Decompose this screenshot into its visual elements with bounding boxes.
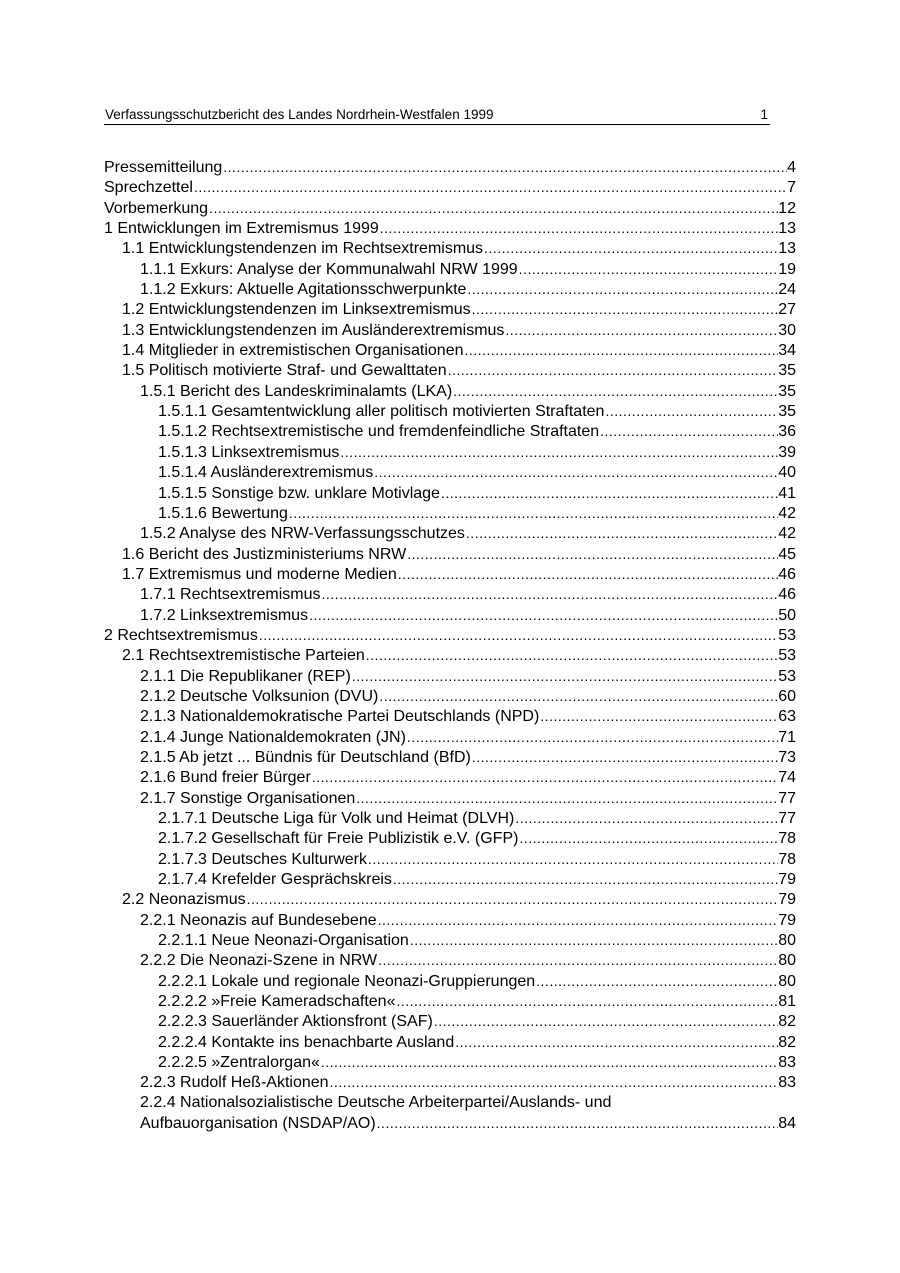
toc-entry[interactable] <box>104 645 796 665</box>
toc-entry-label: 2.1.7.3 Deutsches Kulturwerk <box>158 850 367 868</box>
toc-entry-label: 2.1.5 Ab jetzt ... Bündnis für Deutschland (BfD) <box>140 748 471 766</box>
dot-leader <box>378 686 778 706</box>
toc-entry-label: 1.1.1 Exkurs: Analyse der Kommunalwahl NRW 1999 <box>140 260 518 278</box>
dot-leader <box>329 1072 779 1092</box>
toc-entry-label: 1.6 Bericht des Justizministeriums NRW <box>122 545 407 563</box>
toc-entry[interactable] <box>104 381 796 401</box>
dot-leader <box>465 523 778 543</box>
toc-entry-page: 42 <box>778 504 796 522</box>
toc-entry-label: 2.2.2.2 »Freie Kameradschaften« <box>158 993 396 1011</box>
toc-entry[interactable] <box>104 279 796 299</box>
toc-entry[interactable] <box>104 483 796 503</box>
dot-leader <box>321 584 779 604</box>
dot-leader <box>373 462 778 482</box>
toc-entry-label: 2.1.2 Deutsche Volksunion (DVU) <box>140 687 379 705</box>
toc-entry-page: 50 <box>778 606 796 624</box>
dot-leader <box>535 971 778 991</box>
toc-entry-page: 35 <box>778 382 796 400</box>
toc-entry[interactable] <box>104 727 796 747</box>
toc-entry-page: 41 <box>778 484 796 502</box>
toc-entry-label: 2.1.3 Nationaldemokratische Partei Deutschlands (NPD) <box>140 708 540 726</box>
toc-entry[interactable] <box>104 889 796 909</box>
toc-entry-page: 79 <box>778 891 796 909</box>
toc-entry-label: 2.2.2.4 Kontakte ins benachbarte Ausland <box>158 1033 455 1051</box>
toc-entry-page: 27 <box>778 301 796 319</box>
toc-entry[interactable] <box>104 788 796 808</box>
toc-entry[interactable] <box>104 808 796 828</box>
dot-leader <box>447 360 779 380</box>
toc-entry-label: 1.5.1 Bericht des Landeskriminalamts (LKA) <box>140 382 453 400</box>
toc-entry-page: 79 <box>778 871 796 889</box>
toc-entry-page: 78 <box>778 830 796 848</box>
toc-entry-label: 2.1.6 Bund freier Bürger <box>140 769 311 787</box>
toc-entry-page: 73 <box>778 748 796 766</box>
dot-leader <box>258 625 778 645</box>
toc-entry-page: 82 <box>778 1033 796 1051</box>
toc-entry[interactable] <box>104 564 796 584</box>
toc-entry-page: 12 <box>778 199 796 217</box>
toc-entry-page: 42 <box>778 525 796 543</box>
dot-leader <box>308 605 778 625</box>
toc-entry-label: 2.1.7.1 Deutsche Liga für Volk und Heimat (DLVH) <box>158 810 515 827</box>
toc-entry-label: 2.2.2 Die Neonazi-Szene in NRW <box>140 952 378 970</box>
toc-entry-page: 74 <box>778 769 796 787</box>
toc-entry-page: 30 <box>778 321 796 339</box>
toc-entry-page: 53 <box>778 647 796 665</box>
toc-entry-page: 40 <box>778 464 796 482</box>
dot-leader <box>452 381 778 401</box>
dot-leader <box>514 808 778 828</box>
toc-entry-label: 1.1 Entwicklungstendenzen im Rechtsextremismus <box>122 240 484 258</box>
dot-leader <box>483 238 778 258</box>
dot-leader <box>464 340 779 360</box>
toc-entry[interactable] <box>104 686 796 706</box>
toc-entry-page: 45 <box>778 545 796 563</box>
toc-entry[interactable] <box>104 421 796 441</box>
dot-leader <box>471 299 779 319</box>
toc-entry[interactable] <box>104 198 796 218</box>
toc-entry-label: 2.2.4 Nationalsozialistische Deutsche Arbeiterpartei/Auslands- und <box>140 1093 612 1111</box>
toc-entry[interactable] <box>104 340 796 360</box>
dot-leader <box>440 483 778 503</box>
toc-entry-label: Vorbemerkung <box>104 199 209 217</box>
dot-leader <box>454 1032 778 1052</box>
toc-entry-label: 1.5.2 Analyse des NRW-Verfassungsschutzes <box>140 525 465 543</box>
toc-entry[interactable] <box>104 544 796 564</box>
toc-entry-page: 80 <box>778 952 796 970</box>
toc-entry-label: 1.2 Entwicklungstendenzen im Linksextremismus <box>122 301 471 319</box>
toc-entry-label-continued: Aufbauorganisation (NSDAP/AO) <box>140 1115 376 1133</box>
toc-entry-page: 80 <box>778 972 796 990</box>
dot-leader <box>604 401 778 421</box>
toc-entry[interactable] <box>104 747 796 767</box>
toc-entry-label: 2.1.7 Sonstige Organisationen <box>140 789 356 807</box>
dot-leader <box>376 1113 779 1133</box>
toc-entry[interactable] <box>104 991 796 1011</box>
toc-entry[interactable] <box>104 320 796 340</box>
toc-entry[interactable] <box>104 401 796 421</box>
dot-leader <box>409 930 778 950</box>
dot-leader <box>599 421 778 441</box>
toc-entry-continuation <box>140 1113 796 1133</box>
toc-entry-label: 2.1.1 Die Republikaner (REP) <box>140 667 351 685</box>
dot-leader <box>246 889 779 909</box>
dot-leader <box>320 1052 778 1072</box>
toc-entry[interactable] <box>104 584 796 604</box>
toc-entry[interactable] <box>104 503 796 523</box>
toc-entry-page: 84 <box>778 1115 796 1133</box>
toc-entry-page: 80 <box>778 932 796 950</box>
toc-entry[interactable] <box>104 238 796 258</box>
toc-entry-page: 35 <box>778 403 796 421</box>
toc-entry-label: 1.5.1.3 Linksextremismus <box>158 443 340 461</box>
dot-leader <box>339 442 778 462</box>
toc-entry-label: 1.5.1.5 Sonstige bzw. unklare Motivlage <box>158 484 440 502</box>
toc-entry[interactable] <box>104 1052 796 1072</box>
toc-entry[interactable] <box>104 1072 796 1092</box>
dot-leader <box>355 788 778 808</box>
toc-entry-page: 36 <box>778 423 796 441</box>
toc-entry-label: 2 Rechtsextremismus <box>104 626 258 644</box>
dot-leader <box>379 218 778 238</box>
toc-entry[interactable] <box>104 828 796 848</box>
toc-entry[interactable] <box>104 177 796 197</box>
toc-entry-label: 2.1 Rechtsextremistische Parteien <box>122 647 365 665</box>
dot-leader <box>208 198 778 218</box>
toc-entry-label: 1.7.2 Linksextremismus <box>140 606 309 624</box>
running-header <box>104 106 770 125</box>
toc-entry-label: 2.1.7.4 Krefelder Gesprächskreis <box>158 871 392 889</box>
toc-entry-page: 63 <box>778 708 796 726</box>
toc-entry-page: 83 <box>778 1054 796 1072</box>
toc-entry[interactable] <box>104 1093 796 1134</box>
dot-leader <box>377 950 778 970</box>
toc-entry[interactable] <box>104 971 796 991</box>
toc-entry-label: 2.2 Neonazismus <box>122 891 246 909</box>
toc-entry-page: 79 <box>778 911 796 929</box>
toc-entry-page: 83 <box>778 1074 796 1092</box>
page-number: 1 <box>760 107 768 122</box>
toc-entry-page: 39 <box>778 443 796 461</box>
dot-leader <box>288 503 778 523</box>
toc-entry[interactable] <box>104 869 796 889</box>
toc-entry-label: 1.5.1.6 Bewertung <box>158 504 288 522</box>
toc-entry[interactable] <box>104 930 796 950</box>
toc-entry-label: 2.2.2.1 Lokale und regionale Neonazi-Gruppierungen <box>158 972 536 990</box>
toc-entry[interactable] <box>104 157 796 177</box>
dot-leader <box>406 544 778 564</box>
document-title: Verfassungsschutzbericht des Landes Nordrhein-Westfalen 1999 <box>105 107 494 122</box>
toc-entry-label: 2.2.1.1 Neue Neonazi-Organisation <box>158 932 409 950</box>
toc-entry-page: 4 <box>787 159 796 176</box>
dot-leader <box>397 564 778 584</box>
toc-entry-label: 1.5.1.2 Rechtsextremistische und fremdenfeindliche Straftaten <box>158 423 600 441</box>
toc-entry[interactable] <box>104 666 796 686</box>
toc-entry-label: 2.1.7.2 Gesellschaft für Freie Publizistik e.V. (GFP) <box>158 830 519 848</box>
dot-leader <box>539 706 778 726</box>
dot-leader <box>518 828 778 848</box>
toc-entry[interactable] <box>104 218 796 238</box>
dot-leader <box>351 666 778 686</box>
toc-entry-page: 82 <box>778 1013 796 1031</box>
toc-entry-label: 2.2.2.5 »Zentralorgan« <box>158 1054 320 1072</box>
toc-entry-label: 1 Entwicklungen im Extremismus 1999 <box>104 220 379 238</box>
toc-entry-page: 78 <box>778 850 796 868</box>
toc-entry-page: 71 <box>778 728 796 746</box>
dot-leader <box>471 747 778 767</box>
toc-entry-page: 46 <box>778 586 796 604</box>
toc-entry-label: 1.7 Extremismus und moderne Medien <box>122 565 397 583</box>
toc-entry-page: 35 <box>778 362 796 380</box>
toc-entry-page: 77 <box>778 789 796 807</box>
toc-entry[interactable] <box>104 1011 796 1031</box>
toc-entry-page: 19 <box>778 260 796 278</box>
toc-entry[interactable] <box>104 950 796 970</box>
dot-leader <box>518 259 779 279</box>
dot-leader <box>395 991 778 1011</box>
dot-leader <box>222 157 787 177</box>
toc-entry-label: Pressemitteilung <box>104 159 223 176</box>
dot-leader <box>392 869 778 889</box>
toc-entry[interactable] <box>104 360 796 380</box>
toc-entry-page: 81 <box>778 993 796 1011</box>
dot-leader <box>406 727 778 747</box>
toc-entry[interactable] <box>104 462 796 482</box>
dot-leader <box>377 910 779 930</box>
toc-entry-label: 2.2.1 Neonazis auf Bundesebene <box>140 911 377 929</box>
toc-entry-label: 1.4 Mitglieder in extremistischen Organisationen <box>122 342 464 360</box>
dot-leader <box>466 279 778 299</box>
toc-entry-label: 2.1.4 Junge Nationaldemokraten (JN) <box>140 728 406 746</box>
toc-entry[interactable] <box>104 849 796 869</box>
toc-entry[interactable] <box>104 767 796 787</box>
toc-entry[interactable] <box>104 605 796 625</box>
toc-entry-page: 7 <box>787 179 796 197</box>
toc-entry-page: 13 <box>778 240 796 258</box>
toc-entry-page: 77 <box>778 810 796 827</box>
toc-entry-page: 46 <box>778 565 796 583</box>
table-of-contents <box>104 157 796 1134</box>
toc-entry-label: 1.5.1.4 Ausländerextremismus <box>158 464 374 482</box>
toc-entry[interactable] <box>104 299 796 319</box>
dot-leader <box>367 849 778 869</box>
dot-leader <box>311 767 778 787</box>
toc-entry-label: Sprechzettel <box>104 179 193 197</box>
dot-leader <box>504 320 778 340</box>
toc-entry-label: 1.5 Politisch motivierte Straf- und Gewalttaten <box>122 362 447 380</box>
dot-leader <box>433 1011 778 1031</box>
toc-entry[interactable] <box>104 625 796 645</box>
toc-entry-label: 1.1.2 Exkurs: Aktuelle Agitationsschwerpunkte <box>140 281 467 299</box>
toc-entry-page: 34 <box>778 342 796 360</box>
toc-entry-page: 13 <box>778 220 796 238</box>
dot-leader <box>365 645 778 665</box>
toc-entry[interactable] <box>104 259 796 279</box>
toc-entry-label: 1.7.1 Rechtsextremismus <box>140 586 321 604</box>
toc-entry[interactable] <box>104 1032 796 1052</box>
toc-entry[interactable] <box>104 706 796 726</box>
toc-entry[interactable] <box>104 523 796 543</box>
toc-entry[interactable] <box>104 910 796 930</box>
toc-entry-page: 53 <box>778 626 796 644</box>
toc-entry-label: 1.5.1.1 Gesamtentwicklung aller politisch motivierten Straftaten <box>158 403 605 421</box>
toc-entry[interactable] <box>104 442 796 462</box>
toc-entry-label: 2.2.2.3 Sauerländer Aktionsfront (SAF) <box>158 1013 433 1031</box>
toc-entry-page: 53 <box>778 667 796 685</box>
dot-leader <box>193 177 787 197</box>
toc-entry-label: 1.3 Entwicklungstendenzen im Ausländerextremismus <box>122 321 505 339</box>
toc-entry-page: 60 <box>778 687 796 705</box>
toc-entry-label: 2.2.3 Rudolf Heß-Aktionen <box>140 1074 329 1092</box>
toc-entry-page: 24 <box>778 281 796 299</box>
